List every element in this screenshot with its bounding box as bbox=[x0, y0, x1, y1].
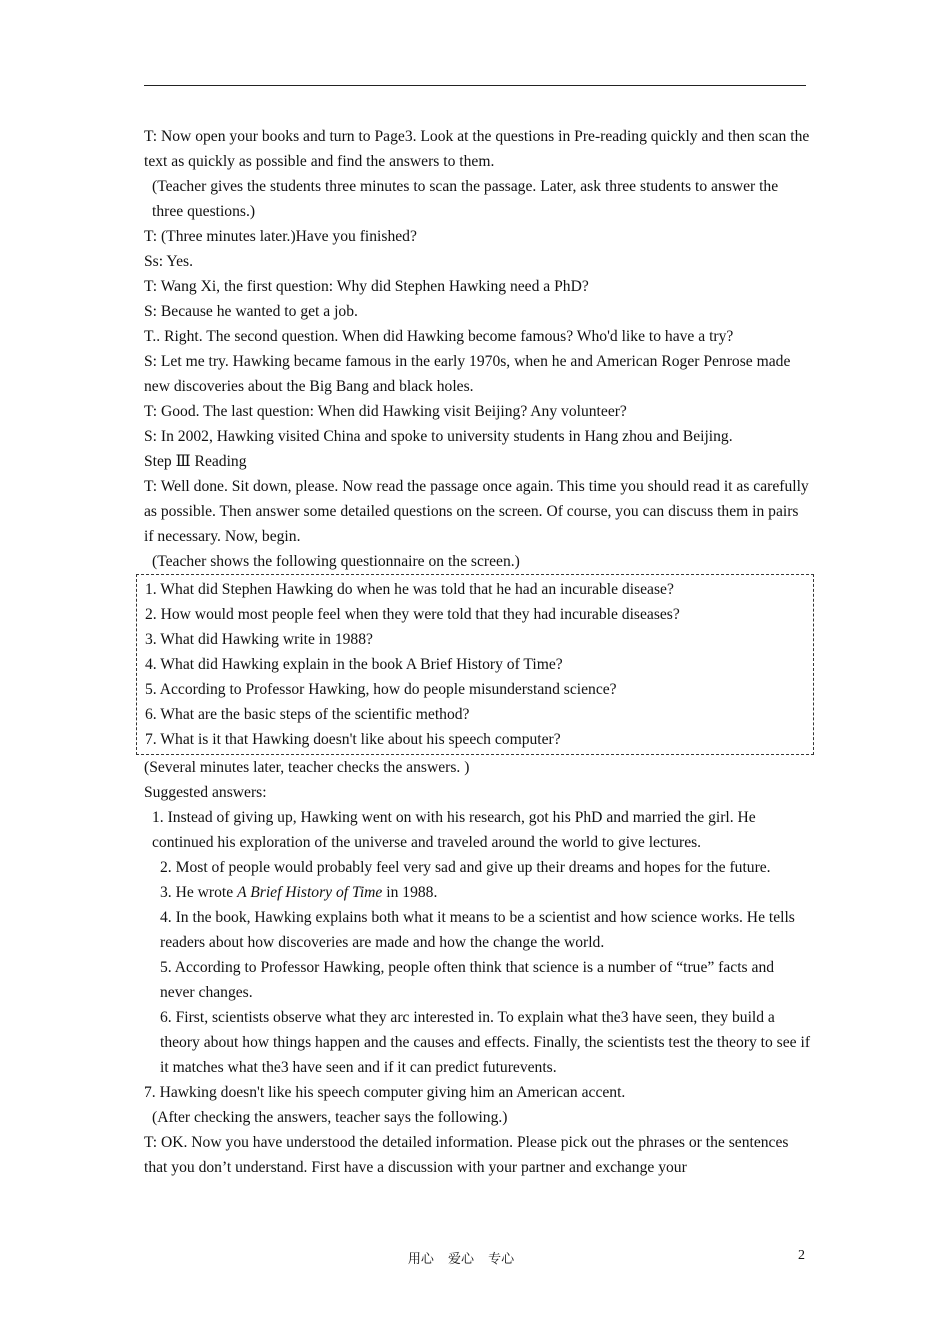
para-teacher-gives: (Teacher gives the students three minutes to scan the passage. Later, ask three students to answer the three questions.) bbox=[152, 178, 779, 220]
question-item: 2. How would most people feel when they were told that they had incurable diseases? bbox=[145, 606, 680, 623]
para-last-question: T: Good. The last question: When did Hawking visit Beijing? Any volunteer? bbox=[144, 403, 627, 420]
para-in-2002: S: In 2002, Hawking visited China and spoke to university students in Hang zhou and Beijing. bbox=[144, 428, 733, 445]
para-second-question: T.. Right. The second question. When did Hawking become famous? Who'd like to have a try? bbox=[144, 328, 734, 345]
para-three-minutes: T: (Three minutes later.)Have you finished? bbox=[144, 228, 417, 245]
question-item: 4. What did Hawking explain in the book A Brief History of Time? bbox=[145, 656, 563, 673]
para-open-books: T: Now open your books and turn to Page3. Look at the questions in Pre-reading quickly and then scan the text as quickly as possible and find the answers to them. bbox=[144, 128, 810, 170]
para-several-minutes: (Several minutes later, teacher checks the answers. ) bbox=[144, 759, 470, 776]
answer-3-prefix: 3. He wrote bbox=[160, 884, 238, 901]
answer-3-suffix: in 1988. bbox=[382, 884, 438, 901]
para-well-done: T: Well done. Sit down, please. Now read the passage once again. This time you should read it as carefully as possible. Then answer some detailed questions on the screen. Of course, you can discuss them in pairs if necessary. Now, begin. bbox=[144, 478, 809, 545]
book-title: A Brief History of Time bbox=[237, 884, 383, 901]
step-heading: Step Ⅲ Reading bbox=[144, 453, 247, 470]
answer-item: 6. First, scientists observe what they arc interested in. To explain what the3 have seen, they build a theory about how things happen and the causes and effects. Finally, the scientists test the theory to see if it matches what the3 have seen and if it can predict futurevents. bbox=[160, 1009, 811, 1076]
header-rule bbox=[144, 85, 806, 86]
question-item: 1. What did Stephen Hawking do when he was told that he had an incurable disease? bbox=[145, 581, 674, 598]
para-ss-yes: Ss: Yes. bbox=[144, 253, 193, 270]
suggested-answers-label: Suggested answers: bbox=[144, 784, 267, 801]
page-number: 2 bbox=[798, 1248, 805, 1263]
para-first-question: T: Wang Xi, the first question: Why did Stephen Hawking need a PhD? bbox=[144, 278, 589, 295]
page-body bbox=[144, 124, 810, 1180]
para-final: T: OK. Now you have understood the detailed information. Please pick out the phrases or the sentences that you don’t understand. First have a discussion with your partner and exchange your bbox=[144, 1134, 789, 1176]
para-let-me-try: S: Let me try. Hawking became famous in the early 1970s, when he and American Roger Penrose made new discoveries about the Big Bang and black holes. bbox=[144, 353, 791, 395]
para-shows-questionnaire: (Teacher shows the following questionnaire on the screen.) bbox=[152, 553, 520, 570]
question-item: 5. According to Professor Hawking, how do people misunderstand science? bbox=[145, 681, 617, 698]
answer-item: 5. According to Professor Hawking, people often think that science is a number of “true” facts and never changes. bbox=[160, 959, 775, 1001]
answer-item bbox=[144, 880, 810, 905]
answer-item: 1. Instead of giving up, Hawking went on with his research, got his PhD and married the girl. He continued his exploration of the universe and traveled around the world to give lectures. bbox=[152, 809, 756, 851]
questionnaire-box bbox=[136, 574, 814, 755]
answer-item: 7. Hawking doesn't like his speech computer giving him an American accent. bbox=[144, 1084, 626, 1101]
footer-motto: 用心 爱心 专心 bbox=[407, 1252, 515, 1267]
para-after-checking: (After checking the answers, teacher says the following.) bbox=[152, 1109, 508, 1126]
question-item: 7. What is it that Hawking doesn't like about his speech computer? bbox=[145, 731, 561, 748]
question-item: 3. What did Hawking write in 1988? bbox=[145, 631, 373, 648]
answer-item: 4. In the book, Hawking explains both what it means to be a scientist and how science works. He tells readers about how discoveries are made and how the change the world. bbox=[160, 909, 795, 951]
para-because-job: S: Because he wanted to get a job. bbox=[144, 303, 358, 320]
answer-item: 2. Most of people would probably feel very sad and give up their dreams and hopes for the future. bbox=[160, 859, 771, 876]
question-item: 6. What are the basic steps of the scientific method? bbox=[145, 706, 470, 723]
